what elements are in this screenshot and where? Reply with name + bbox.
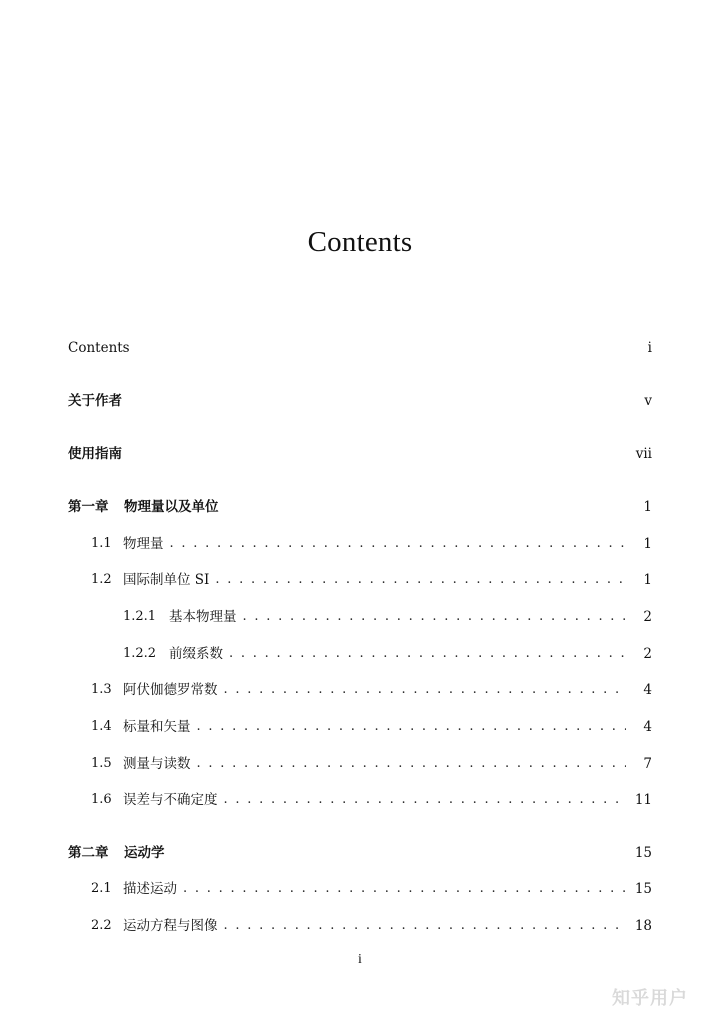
toc-page: 15 [634, 845, 652, 861]
toc-label: 关于作者 [68, 393, 122, 409]
toc-page: i [647, 340, 652, 356]
toc-page: 1 [643, 572, 652, 588]
toc-page: vii [635, 446, 652, 462]
toc-label: 描述运动 [123, 881, 177, 897]
toc-entry-contents[interactable] [68, 337, 652, 359]
leader-dots [197, 753, 627, 775]
toc-section-1-3[interactable] [68, 679, 652, 701]
toc-section-1-2[interactable] [68, 569, 652, 591]
toc-label: 测量与读数 [123, 756, 191, 772]
toc-label: 使用指南 [68, 446, 122, 462]
toc-label: 标量和矢量 [123, 719, 191, 735]
toc-subsection-1-2-1[interactable] [68, 606, 652, 628]
leader-dots [224, 915, 627, 937]
leader-dots [197, 716, 627, 738]
toc-label: 物理量 [123, 536, 164, 552]
page-number: i [358, 952, 362, 967]
toc-page: 18 [634, 918, 652, 934]
toc-number: 1.2.2 [123, 646, 157, 661]
toc-number: 1.3 [91, 682, 112, 697]
toc-subsection-1-2-2[interactable] [68, 643, 652, 665]
toc-number: 第一章 [68, 499, 109, 515]
toc-page: 4 [643, 719, 652, 735]
toc-label: 前缀系数 [169, 646, 223, 662]
leader-dots [224, 679, 627, 701]
page-title: Contents [307, 226, 413, 258]
toc-label: 国际制单位 SI [123, 572, 210, 588]
toc-page: 15 [634, 881, 652, 897]
toc-entry-about-author[interactable] [68, 390, 652, 412]
toc-number: 1.4 [91, 719, 112, 734]
toc-number: 2.2 [91, 918, 112, 933]
toc-label: 物理量以及单位 [124, 499, 219, 515]
toc-section-1-6[interactable] [68, 789, 652, 811]
toc-page: 2 [643, 646, 652, 662]
toc-page: 1 [643, 536, 652, 552]
toc-number: 2.1 [91, 881, 112, 896]
watermark: 知乎用户 [612, 988, 688, 1009]
toc-label: 误差与不确定度 [123, 792, 218, 808]
toc-chapter-1[interactable] [68, 496, 652, 518]
toc-entry-guide[interactable] [68, 443, 652, 465]
toc-page: v [644, 393, 652, 409]
toc-label: 基本物理量 [169, 609, 237, 625]
toc-label: Contents [68, 340, 130, 356]
toc-number: 1.2.1 [123, 609, 157, 624]
toc-page: 4 [643, 682, 652, 698]
toc-label: 运动学 [124, 845, 165, 861]
toc-number: 1.2 [91, 572, 112, 587]
leader-dots [183, 878, 626, 900]
toc-number: 1.5 [91, 756, 112, 771]
toc-section-1-4[interactable] [68, 716, 652, 738]
leader-dots [229, 643, 626, 665]
toc-chapter-2[interactable] [68, 842, 652, 864]
toc-label: 运动方程与图像 [123, 918, 218, 934]
toc-number: 1.1 [91, 536, 112, 551]
toc-page: 1 [643, 499, 652, 515]
leader-dots [243, 606, 627, 628]
toc-section-2-1[interactable] [68, 878, 652, 900]
toc-page: 11 [634, 792, 652, 808]
toc-section-1-5[interactable] [68, 753, 652, 775]
toc-section-1-1[interactable] [68, 533, 652, 555]
toc-page: 2 [643, 609, 652, 625]
leader-dots [215, 569, 626, 591]
toc-number: 第二章 [68, 845, 109, 861]
leader-dots [170, 533, 627, 555]
toc-page: 7 [643, 756, 652, 772]
toc-number: 1.6 [91, 792, 112, 807]
toc-label: 阿伏伽德罗常数 [123, 682, 218, 698]
leader-dots [224, 789, 627, 811]
toc-section-2-2[interactable] [68, 915, 652, 937]
